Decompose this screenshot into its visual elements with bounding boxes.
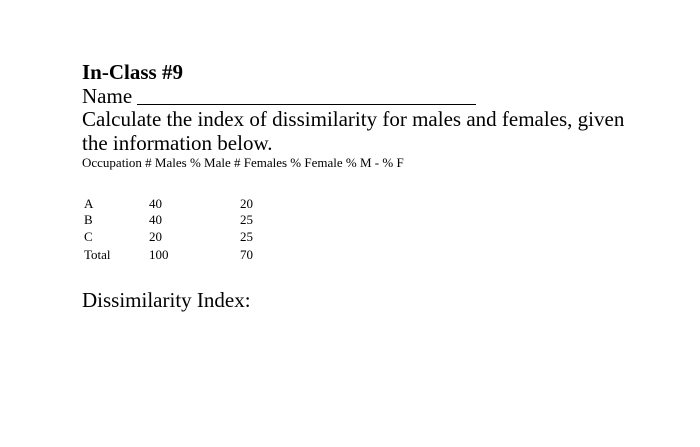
occupation-cell: A — [84, 196, 94, 211]
dissimilarity-index-label: Dissimilarity Index: — [82, 288, 251, 312]
males-cell: 40 — [149, 196, 162, 211]
name-underline — [137, 104, 476, 105]
females-cell: 25 — [240, 229, 253, 244]
males-cell: 20 — [149, 229, 162, 244]
occupation-cell: Total — [84, 247, 111, 262]
instruction-text: Calculate the index of dissimilarity for males and females, given the information below. — [82, 107, 625, 155]
females-cell: 70 — [240, 247, 253, 262]
males-cell: 100 — [149, 247, 169, 262]
females-cell: 25 — [240, 212, 253, 227]
name-label: Name — [82, 84, 133, 108]
females-cell: 20 — [240, 196, 253, 211]
table-header: Occupation # Males % Male # Females % Female % M - % F — [82, 155, 404, 170]
occupation-cell: C — [84, 229, 93, 244]
occupation-cell: B — [84, 212, 93, 227]
page-title: In-Class #9 — [82, 60, 183, 84]
males-cell: 40 — [149, 212, 162, 227]
